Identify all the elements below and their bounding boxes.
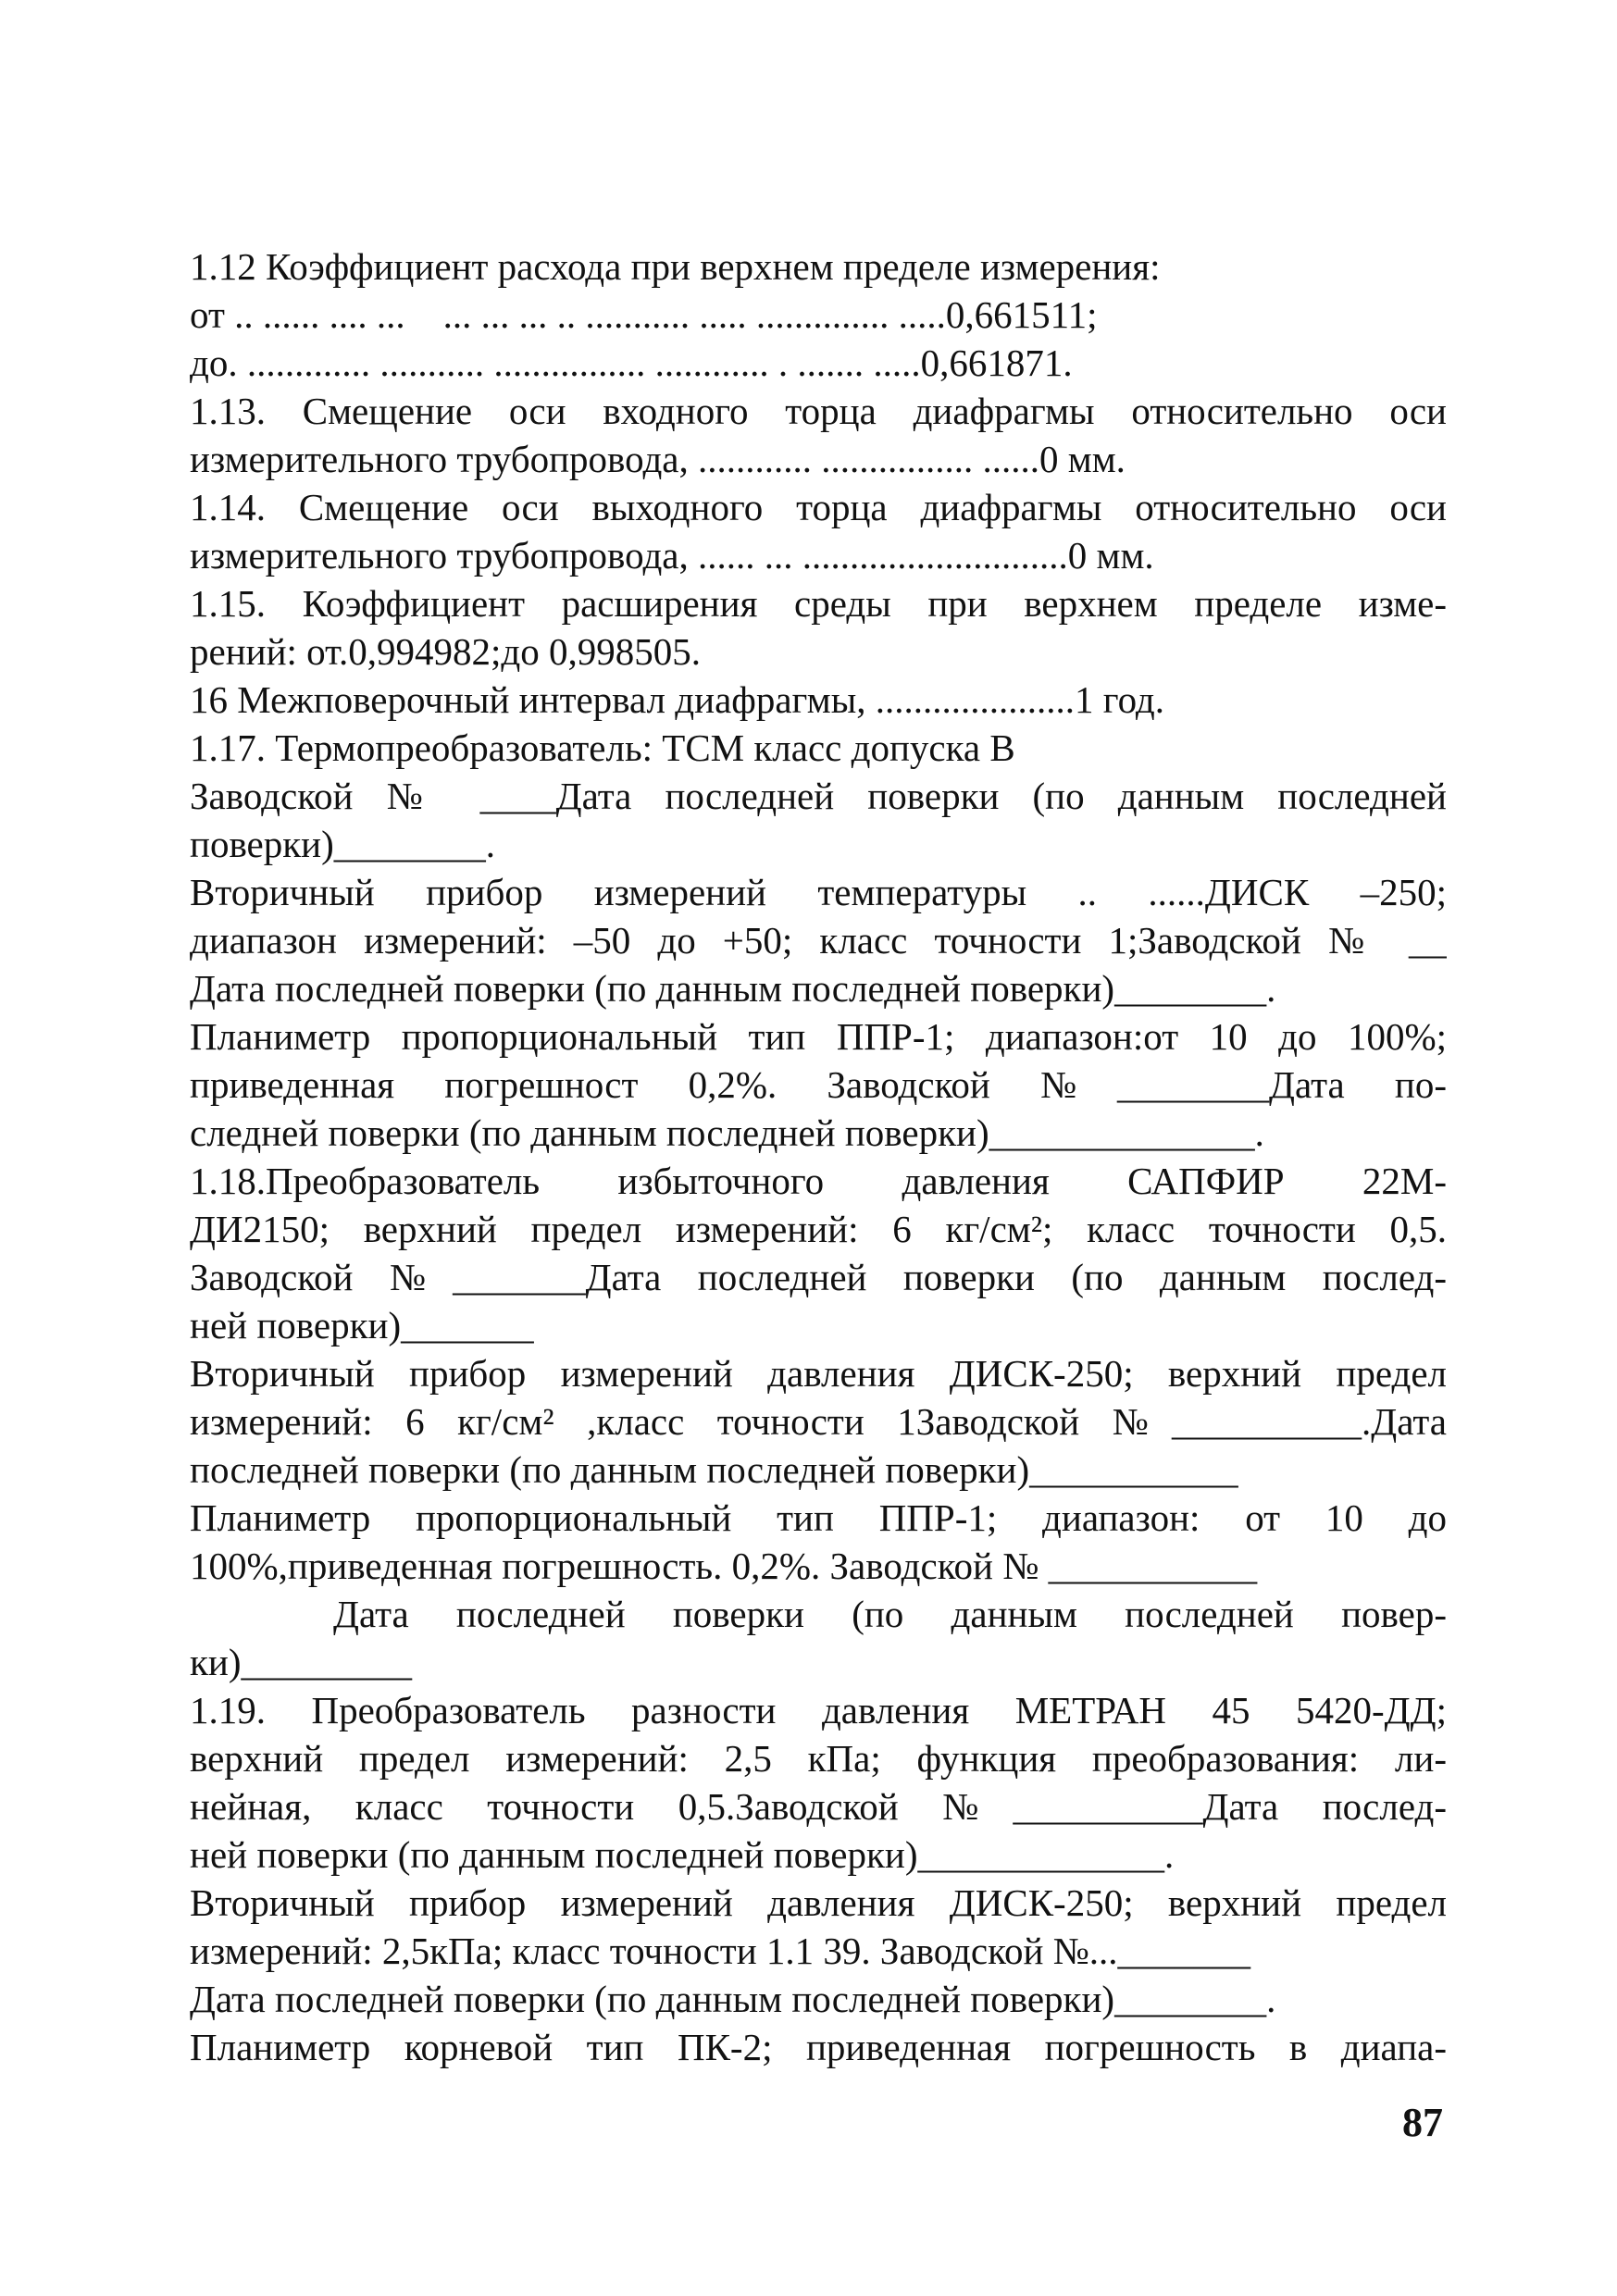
text-line-temp-check: Дата последней поверки (по данным последней поверки)________. (190, 967, 1276, 1010)
text-line-planimeter-2: Планиметр пропорциональный тип ППР-1; диапазон: от 10 до (190, 1496, 1447, 1539)
text-line-1-18c: Заводской №_______Дата последней поверки (по данным послед- (190, 1256, 1447, 1298)
text-line-1-18b: ДИ2150; верхний предел измерений: 6 кг/см²; класс точности 0,5. (190, 1208, 1447, 1250)
text-line-planimeter-1: Планиметр пропорциональный тип ППР-1; диапазон:от 10 до 100%; (190, 1015, 1447, 1058)
text-line-planimeter-3: Планиметр корневой тип ПК-2; приведенная погрешность в диапа- (190, 2026, 1447, 2068)
text-line-planimeter-2b: 100%,приведенная погрешность. 0,2%. Заводской № ___________ (190, 1545, 1258, 1587)
text-line-1-12: 1.12 Коэффициент расхода при верхнем пределе измерения: (190, 245, 1161, 288)
text-line-diff-check: Дата последней поверки (по данным последней поверки)________. (190, 1978, 1276, 2020)
text-line-1-15: 1.15. Коэффициент расширения среды при верхнем пределе изме- (190, 582, 1447, 625)
text-line-temp-range: диапазон измерений: –50 до +50; класс точности 1;Заводской № __ (190, 919, 1447, 962)
text-line-1-14-cont: измерительного трубопровода, ...... ... ............................0 мм. (190, 534, 1154, 577)
text-line-pressure-device: Вторичный прибор измерений давления ДИСК-250; верхний предел (190, 1352, 1447, 1395)
text-line-1-13: 1.13. Смещение оси входного торца диафрагмы относительно оси (190, 390, 1447, 432)
text-line-1-14: 1.14. Смещение оси выходного торца диафрагмы относительно оси (190, 486, 1447, 528)
text-line-1-15-cont: рений: от.0,994982;до 0,998505. (190, 630, 701, 673)
text-line-diff-device: Вторичный прибор измерений давления ДИСК-250; верхний предел (190, 1881, 1447, 1924)
text-line-1-18d: ней поверки)_______ (190, 1304, 534, 1347)
text-line-1-17-serial: Заводской № ____Дата последней поверки (по данным последней (190, 775, 1447, 817)
text-line-pressure-range: измерений: 6 кг/см² ,класс точности 1Заводской №__________.Дата (190, 1400, 1447, 1443)
text-line-1-19d: ней поверки (по данным последней поверки)_____________. (190, 1833, 1175, 1876)
text-line-planimeter-1b: приведенная погрешност 0,2%. Заводской №________Дата по- (190, 1063, 1447, 1106)
text-line-1-19c: нейная, класс точности 0,5.Заводской №__________Дата послед- (190, 1785, 1447, 1828)
text-line-planimeter-1c: следней поверки (по данным последней поверки)______________. (190, 1111, 1264, 1154)
text-line-1-13-cont: измерительного трубопровода, ............ ................ ......0 мм. (190, 438, 1126, 480)
text-line-1-18: 1.18.Преобразователь избыточного давления САПФИР 22М- (190, 1160, 1447, 1202)
text-line-1-19: 1.19. Преобразователь разности давления МЕТРАН 45 5420-ДД; (190, 1689, 1447, 1731)
text-line-temp-device: Вторичный прибор измерений температуры .. ......ДИСК –250; (190, 871, 1447, 913)
text-line-16: 16 Межповерочный интервал диафрагмы, .....................1 год. (190, 678, 1165, 721)
text-line-1-12-from: от .. ...... .... ... ... ... ... .. ........... ..... .............. .....0,661511; (190, 293, 1098, 336)
text-line-diff-range: измерений: 2,5кПа; класс точности 1.1 39. Заводской №..._______ (190, 1930, 1250, 1972)
text-line-pressure-check: последней поверки (по данным последней поверки)___________ (190, 1448, 1238, 1491)
text-line-planimeter-2c: Дата последней поверки (по данным последней повер- (333, 1593, 1447, 1635)
text-line-1-12-to: до. ............. ........... ................ ............ . ....... .....0,661871. (190, 341, 1073, 384)
text-line-1-17: 1.17. Термопреобразователь: ТСМ класс допуска В (190, 726, 1015, 769)
page-number: 87 (1402, 2100, 1443, 2145)
text-line-1-17-check: поверки)________. (190, 823, 496, 865)
text-line-planimeter-2d: ки)_________ (190, 1641, 413, 1683)
text-line-1-19b: верхний предел измерений: 2,5 кПа; функция преобразования: ли- (190, 1737, 1447, 1780)
